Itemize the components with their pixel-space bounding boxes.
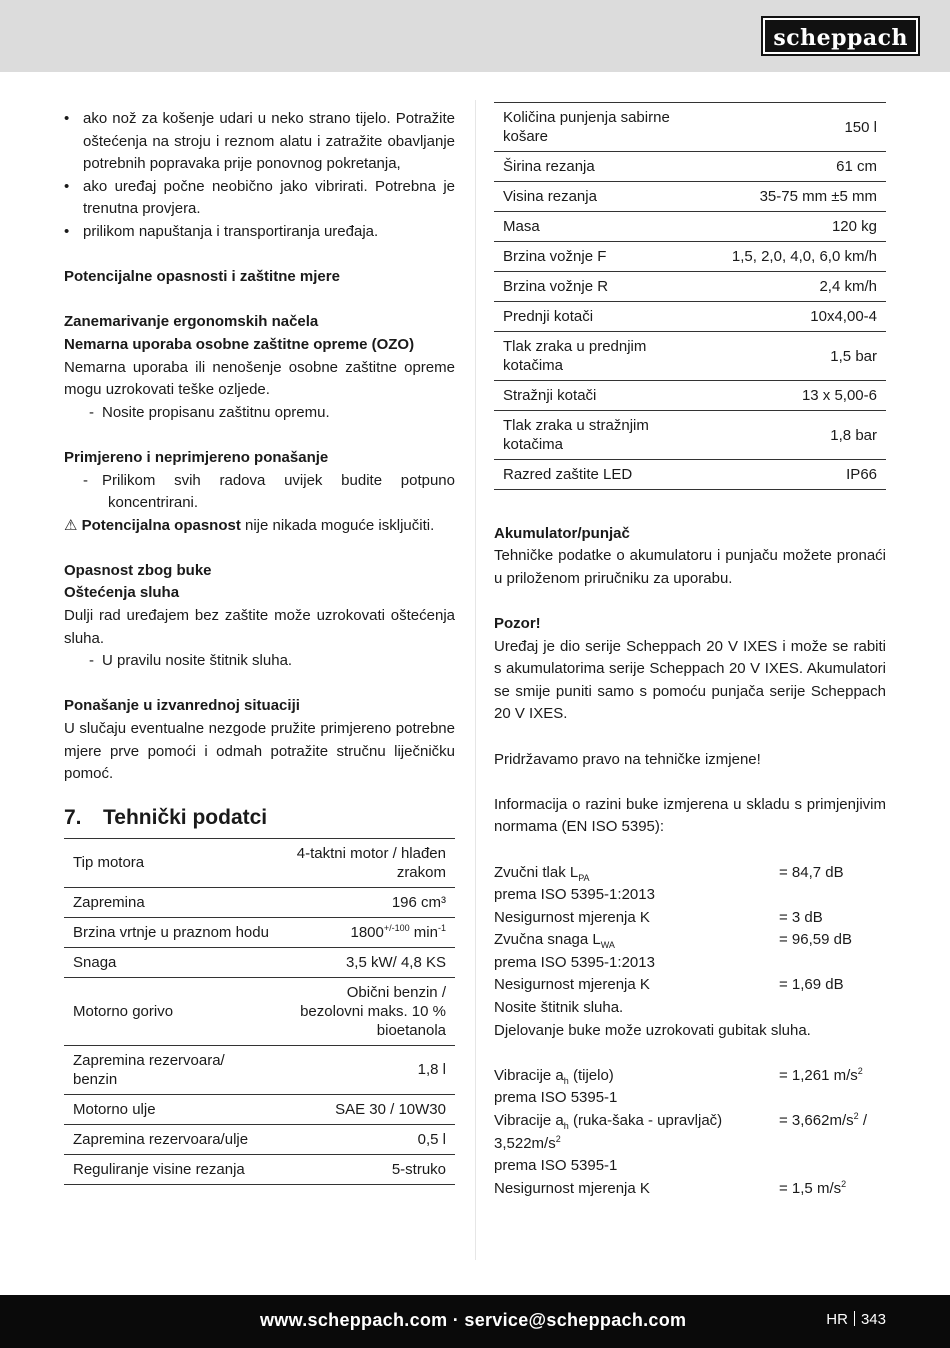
noise-k1-row: Nesigurnost mjerenja K = 3 dB — [494, 908, 823, 926]
table-label: Motorno ulje — [64, 1094, 279, 1124]
table-value: 196 cm³ — [279, 887, 455, 917]
table-value: 0,5 l — [279, 1124, 455, 1154]
list-item: • prilikom napuštanja i transportiranja uređaja. — [64, 221, 455, 244]
vibration-hand-standard: prema ISO 5395-1 — [494, 1157, 618, 1175]
table-label: Širina rezanja — [494, 152, 710, 182]
heading-attention: Pozor! — [494, 614, 541, 632]
table-value: SAE 30 / 10W30 — [279, 1094, 455, 1124]
section-title: Tehnički podatci — [103, 805, 268, 829]
noise-lpa-standard: prema ISO 5395-1:2013 — [494, 886, 655, 904]
table-label: Brzina vožnje F — [494, 242, 710, 272]
table-row — [64, 1124, 455, 1154]
noise-lwa-row: Zvučna snaga $L_{WA}$ = 96,59 dB — [494, 931, 852, 951]
table-label: Zapremina rezervoara/ benzin — [64, 1045, 279, 1094]
table-label: Brzina vrtnje u praznom hodu — [64, 917, 279, 947]
footer-url: www.scheppach.com · service@scheppach.com — [260, 1310, 687, 1330]
table-row — [494, 411, 886, 460]
table-row — [64, 917, 455, 947]
table-label: Zapremina — [64, 887, 279, 917]
right-column — [494, 102, 886, 1200]
table-row — [494, 302, 886, 332]
table-label: Tlak zraka u stražnjim kotačima — [494, 411, 710, 460]
table-value: 1,8 l — [279, 1045, 455, 1094]
table-row — [64, 1045, 455, 1094]
table-label: Snaga — [64, 947, 279, 977]
paragraph-rights: Pridržavamo pravo na tehničke izmjene! — [494, 750, 761, 768]
table-value: 1,5, 2,0, 4,0, 6,0 km/h — [710, 242, 886, 272]
table-value: 5-struko — [279, 1154, 455, 1184]
table-label: Razred zaštite LED — [494, 460, 710, 490]
scheppach-logo: scheppach — [761, 16, 920, 56]
separator — [854, 1311, 855, 1326]
table-value: 13 x 5,00-6 — [710, 381, 886, 411]
table-row — [494, 242, 886, 272]
page-number — [826, 1309, 886, 1331]
table-value: 3,5 kW/ 4,8 KS — [279, 947, 455, 977]
warning-triangle-icon: ⚠ — [64, 516, 78, 534]
table-value: 2,4 km/h — [710, 272, 886, 302]
table-value: Obični benzin / bezolovni maks. 10 % bioetanola — [279, 977, 455, 1045]
bullet-list — [64, 108, 455, 244]
hearing-protection-note: Nosite štitnik sluha. — [494, 999, 624, 1017]
warning-text: nije nikada moguće isključiti. — [240, 516, 435, 534]
footer-bar — [0, 1295, 950, 1348]
noise-k2-row: Nesigurnost mjerenja K = 1,69 dB — [494, 976, 844, 994]
paragraph-noise: Dulji rad uređajem bez zaštite može uzrokovati oštećenja sluha. — [64, 607, 455, 647]
heading-ergonomics: Zanemarivanje ergonomskih načela — [64, 313, 319, 331]
paragraph-emergency: U slučaju eventualne nezgode pružite primjereno potrebne mjere prve pomoći i odmah potražite stručnu liječničku pomoć. — [64, 720, 455, 783]
table-row — [64, 838, 455, 887]
table-label: Tip motora — [64, 838, 279, 887]
table-row — [64, 1094, 455, 1124]
table-label: Zapremina rezervoara/ulje — [64, 1124, 279, 1154]
table-label: Reguliranje visine rezanja — [64, 1154, 279, 1184]
heading-potential-hazards: Potencijalne opasnosti i zaštitne mjere — [64, 268, 340, 286]
noise-lpa-row: Zvučni tlak $L_{PA}$ = 84,7 dB — [494, 863, 844, 883]
paragraph-ppe: Nemarna uporaba ili nenošenje osobne zaštitne opreme mogu uzrokovati teške ozljede. — [64, 358, 455, 399]
list-item: • ako nož za košenje udari u neko strano tijelo. Potražite oštećenja na stroju i reznom alatu i zatražite obavljanje potrebnih popravaka prije ponovnog pokretanja, — [64, 108, 455, 176]
header-bar — [0, 0, 950, 72]
table-label: Količina punjenja sabirne košare — [494, 103, 710, 152]
table-label: Masa — [494, 212, 710, 242]
table-label: Motorno gorivo — [64, 977, 279, 1045]
table-value: 120 kg — [710, 212, 886, 242]
table-row — [494, 332, 886, 381]
noise-lwa-standard: prema ISO 5395-1:2013 — [494, 953, 655, 971]
table-row — [494, 103, 886, 152]
tech-table-left — [64, 838, 455, 1185]
heading-ppe: Nemarna uporaba osobne zaštitne opreme (OZO) — [64, 335, 415, 353]
dash-item-ppe: - Nosite propisanu zaštitnu opremu. — [64, 402, 455, 425]
paragraph-attention: Uređaj je dio serije Scheppach 20 V IXES i može se rabiti s akumulatorima serije Scheppach 20 V IXES. Akumulatori se smije puniti samo s pomoću punjača serije Scheppach 20 V IXES. — [494, 637, 886, 723]
list-item: • ako uređaj počne neobično jako vibrirati. Potrebna je trenutna provjera. — [64, 176, 455, 221]
warning-line — [64, 515, 455, 538]
table-value: 150 l — [710, 103, 886, 152]
table-label: Tlak zraka u prednjim kotačima — [494, 332, 710, 381]
table-row — [494, 152, 886, 182]
left-column — [64, 108, 455, 1185]
table-value: 1,8 bar — [710, 411, 886, 460]
section-heading — [64, 804, 455, 832]
table-row — [64, 977, 455, 1045]
paragraph-battery: Tehničke podatke o akumulatoru i punjaču možete pronaći u priloženom priručniku za uporabu. — [494, 547, 886, 587]
vibration-body-standard: prema ISO 5395-1 — [494, 1089, 618, 1107]
dash-item-behaviour: - Prilikom svih radova uvijek budite potpuno koncentrirani. — [64, 470, 455, 515]
heading-noise: Opasnost zbog buke — [64, 561, 212, 579]
column-divider — [475, 100, 476, 1260]
heading-emergency: Ponašanje u izvanrednoj situaciji — [64, 697, 300, 715]
table-row — [64, 887, 455, 917]
section-number: 7. — [64, 805, 82, 829]
table-row — [494, 381, 886, 411]
dash-item-noise: - U pravilu nosite štitnik sluha. — [64, 650, 455, 673]
vibration-hand-cont: $3,522m/s^2$ — [494, 1133, 561, 1152]
language-code: HR — [826, 1311, 848, 1328]
vibration-values — [494, 1065, 886, 1201]
table-row — [494, 212, 886, 242]
table-row — [64, 947, 455, 977]
noise-values — [494, 862, 886, 1043]
table-label: Visina rezanja — [494, 182, 710, 212]
noise-warning: Djelovanje buke može uzrokovati gubitak sluha. — [494, 1021, 811, 1039]
table-value: 61 cm — [710, 152, 886, 182]
table-value: 1,5 bar — [710, 332, 886, 381]
page-num: 343 — [860, 1311, 886, 1328]
heading-battery: Akumulator/punjač — [494, 524, 630, 542]
vibration-k-row: Nesigurnost mjerenja K = 1,5 $m/s^2$ — [494, 1178, 847, 1197]
table-value: $1800^{+/-100}$ $\min^{-1}$ — [279, 917, 455, 947]
heading-hearing: Oštećenja sluha — [64, 584, 180, 602]
table-row — [494, 460, 886, 490]
vibration-body-row: Vibracije $a_h$ (tijelo) = 1,261 $m/s^2$ — [494, 1065, 863, 1086]
vibration-hand-row: Vibracije $a_h$ (ruka-šaka - upravljač) = $3,662m/s^2$ / — [494, 1111, 867, 1132]
table-label: Stražnji kotači — [494, 381, 710, 411]
paragraph-noise-info: Informacija o razini buke izmjerena u skladu s primjenjivim normama (EN ISO 5395): — [494, 795, 886, 836]
table-value: 4-taktni motor / hlađen zrakom — [279, 838, 455, 887]
table-row — [64, 1154, 455, 1184]
table-label: Prednji kotači — [494, 302, 710, 332]
table-row — [494, 182, 886, 212]
tech-table-right — [494, 102, 886, 490]
table-value: IP66 — [710, 460, 886, 490]
table-value: 35-75 mm ±5 mm — [710, 182, 886, 212]
table-label: Brzina vožnje R — [494, 272, 710, 302]
table-value: 10x4,00-4 — [710, 302, 886, 332]
heading-behaviour: Primjereno i neprimjereno ponašanje — [64, 448, 329, 466]
warning-bold: Potencijalna opasnost — [81, 516, 241, 534]
table-row — [494, 272, 886, 302]
